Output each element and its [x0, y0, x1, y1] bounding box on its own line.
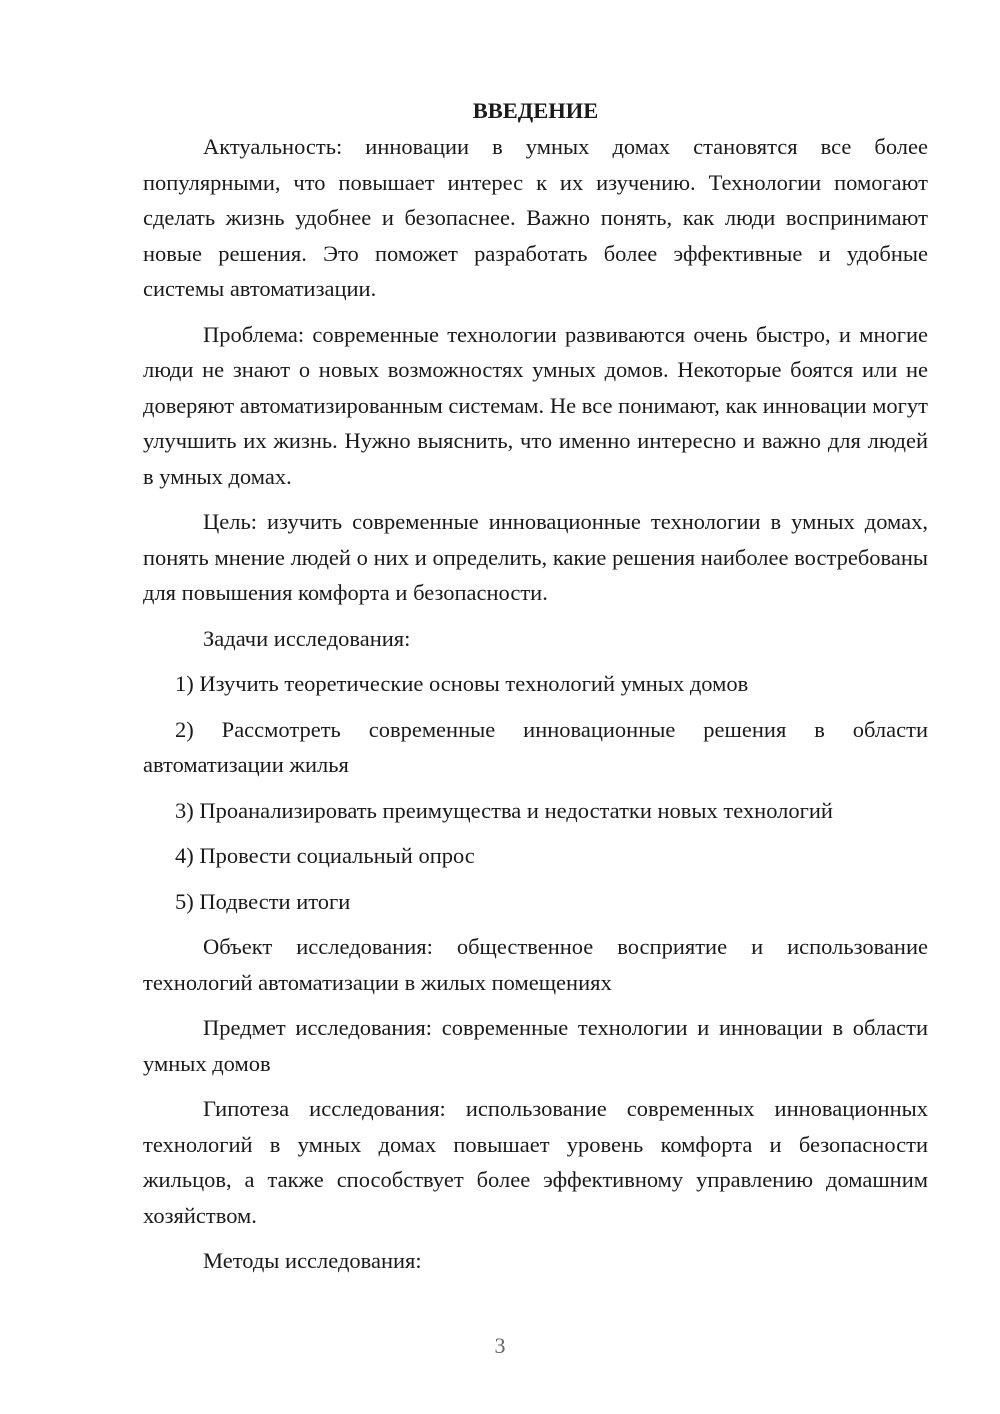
- task-item-5: 5) Подвести итоги: [175, 888, 351, 914]
- methods-title: Методы исследования:: [203, 1248, 422, 1273]
- task-item-2: 2) Рассмотреть современные инновационные решения в области автоматизации жилья: [143, 716, 928, 777]
- relevance-paragraph: Актуальность: инновации в умных домах становятся все более популярными, что повышает интерес к их изучению. Технологии помогают сделать жизнь удобнее и безопаснее. Важно понять, как люди воспринимают новые решения. Это поможет разработать более эффективные и удобные системы автоматизации.: [143, 134, 928, 301]
- page-number: 3: [494, 1333, 506, 1358]
- section-heading: ВВЕДЕНИЕ: [472, 98, 599, 123]
- goal-paragraph: Цель: изучить современные инновационные технологии в умных домах, понять мнение людей о них и определить, какие решения наиболее востребованы для повышения комфорта и безопасности.: [143, 509, 928, 605]
- object-paragraph: Объект исследования: общественное восприятие и использование технологий автоматизации в жилых помещениях: [143, 934, 928, 995]
- task-item-4: 4) Провести социальный опрос: [175, 843, 475, 868]
- tasks-title: Задачи исследования:: [203, 625, 411, 651]
- hypothesis-paragraph: Гипотеза исследования: использование современных инновационных технологий в умных домах повышает уровень комфорта и безопасности жильцов, а также способствует более эффективному управлению домашним хозяйством.: [143, 1096, 928, 1228]
- page-content: [143, 96, 928, 1289]
- task-item-1: 1) Изучить теоретические основы технологий умных домов: [175, 671, 749, 696]
- subject-paragraph: Предмет исследования: современные технологии и инновации в области умных домов: [143, 1015, 928, 1076]
- task-item-3: 3) Проанализировать преимущества и недостатки новых технологий: [175, 797, 833, 823]
- problem-paragraph: Проблема: современные технологии развиваются очень быстро, и многие люди не знают о новых возможностях умных домов. Некоторые боятся или не доверяют автоматизированным системам. Не все понимают, как инновации могут улучшить их жизнь. Нужно выяснить, что именно интересно и важно для людей в умных домах.: [143, 321, 928, 489]
